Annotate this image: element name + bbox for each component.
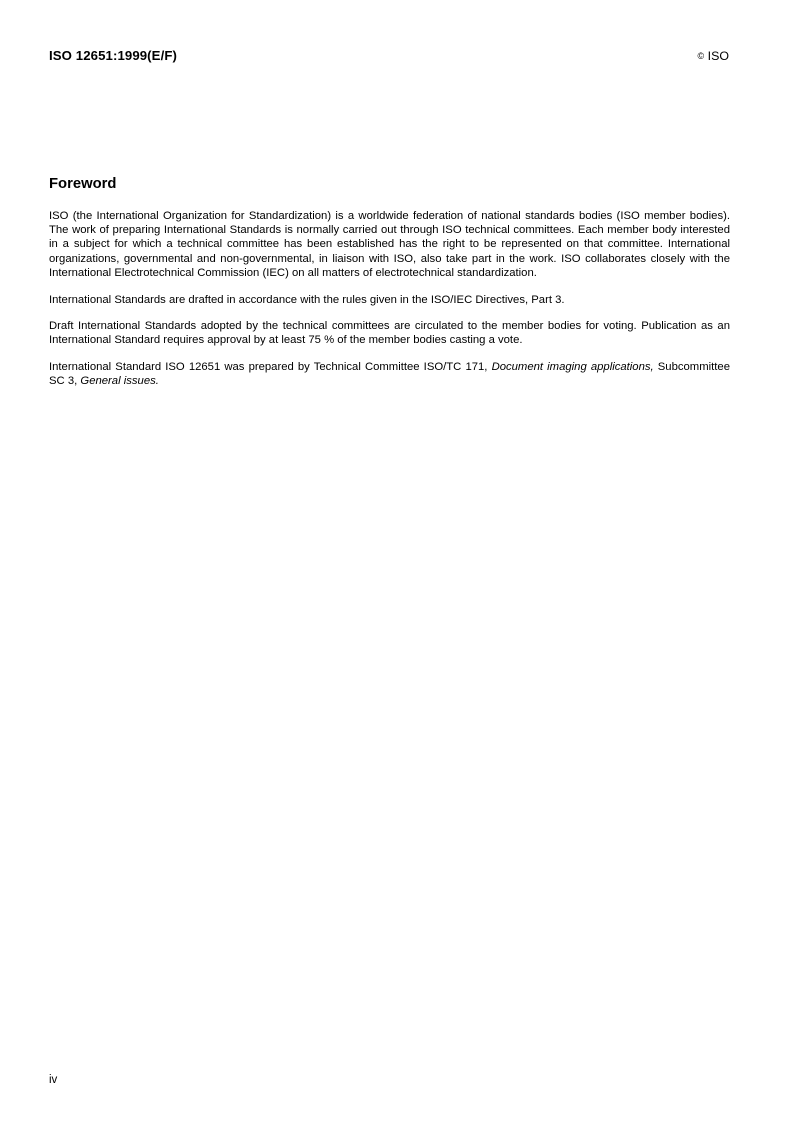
committee-title: Document imaging applications, xyxy=(491,361,654,374)
page-number: iv xyxy=(49,1074,58,1086)
foreword-paragraph-2: International Standards are drafted in accordance with the rules given in the ISO/IEC Directives, Part 3. xyxy=(49,293,565,306)
subcommittee-title: General issues. xyxy=(80,375,159,388)
document-id: ISO 12651:1999(E/F) xyxy=(49,48,177,63)
copyright-notice xyxy=(698,49,729,63)
foreword-paragraph-1: ISO (the International Organization for Standardization) is a worldwide federation of national standards bodies (ISO member bodies). The work of preparing International Standards is normally carried out through ISO technical committees. Each member body interested in a subject for which a technical committee has been established has the right to be represented on that committee. International organizations, governmental and non-governmental, in liaison with ISO, also take part in the work. ISO collaborates closely with the International Electrotechnical Commission (IEC) on all matters of electrotechnical standardization. xyxy=(49,210,730,279)
foreword-heading: Foreword xyxy=(49,176,117,192)
copyright-owner: ISO xyxy=(707,49,729,63)
foreword-body xyxy=(49,209,730,401)
foreword-paragraph-3: Draft International Standards adopted by the technical committees are circulated to the member bodies for voting. Publication as an International Standard requires approval by at least 75 % of the member bodies casting a vote. xyxy=(49,320,730,347)
paragraph-4-middle: Subcommittee SC 3, xyxy=(49,361,730,388)
copyright-symbol: © xyxy=(697,51,705,61)
foreword-paragraph-4 xyxy=(49,360,730,388)
paragraph-4-prefix: International Standard ISO 12651 was prepared by Technical Committee ISO/TC 171, xyxy=(49,361,492,374)
